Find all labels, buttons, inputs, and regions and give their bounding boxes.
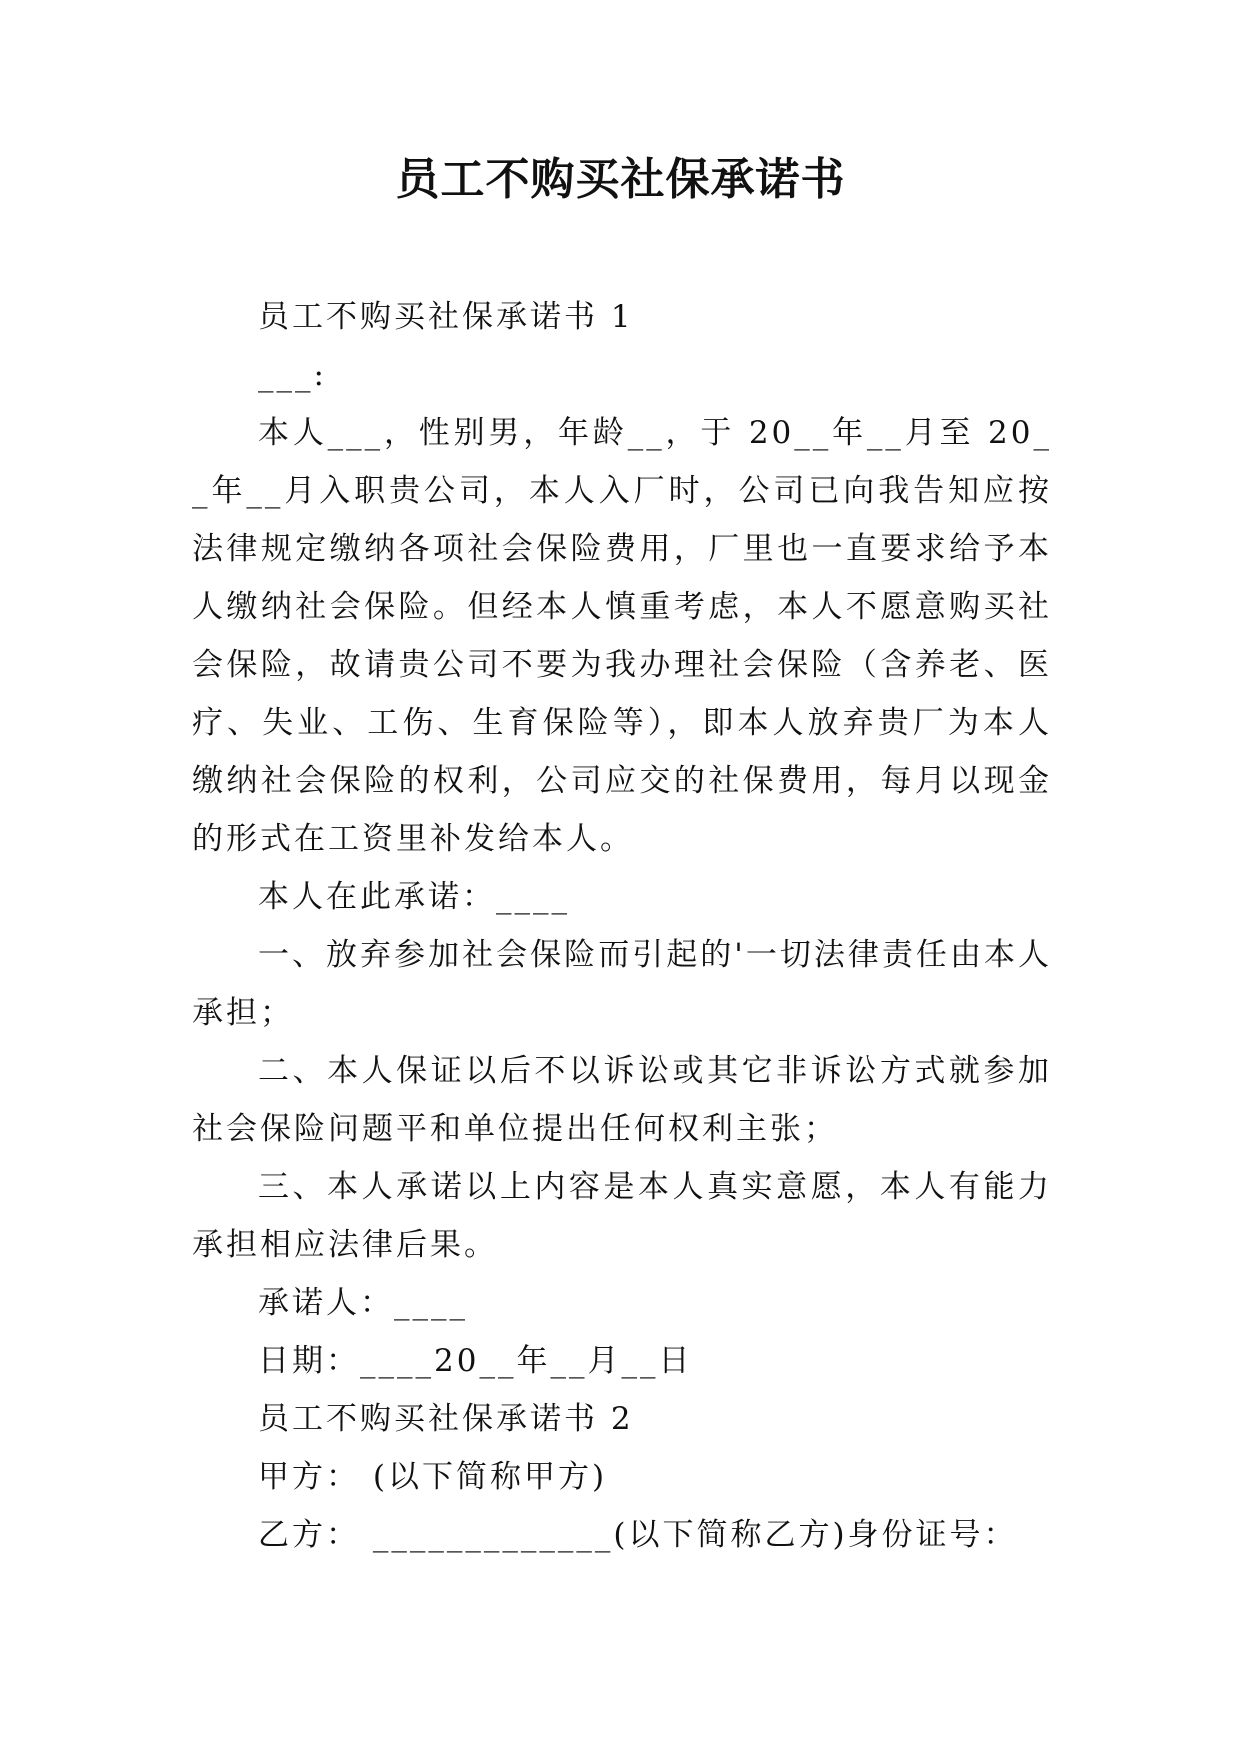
section-heading-1: 员工不购买社保承诺书 1 (258, 299, 634, 335)
commitment-intro: 本人在此承诺：____ (258, 879, 570, 915)
commitment-item-1: 一、放弃参加社会保险而引起的'一切法律责任由本人承担； (192, 937, 1052, 1031)
party-a-line: 甲方： (以下简称甲方) (258, 1459, 608, 1495)
commitment-item-2: 二、本人保证以后不以诉讼或其它非诉讼方式就参加社会保险问题平和单位提出任何权利主张； (192, 1053, 1052, 1147)
document-title: 员工不购买社保承诺书 (395, 154, 846, 205)
addressee-line: ___: (258, 357, 327, 393)
document-body (192, 288, 1052, 1564)
signer-line: 承诺人：____ (258, 1285, 468, 1321)
statement-paragraph: 本人___，性别男，年龄__，于 20__年__月至 20__年__月入职贵公司，本人入厂时，公司已向我告知应按法律规定缴纳各项社会保险费用，厂里也一直要求给予本人缴纳社会保险。但经本人慎重考虑，本人不愿意购买社会保险，故请贵公司不要为我办理社会保险（含养老、医疗、失业、工伤、生育保险等），即本人放弃贵厂为本人缴纳社会保险的权利，公司应交的社保费用，每月以现金的形式在工资里补发给本人。 (192, 415, 1052, 857)
date-line: 日期：____20__年__月__日 (258, 1343, 693, 1379)
commitment-item-3: 三、本人承诺以上内容是本人真实意愿，本人有能力承担相应法律后果。 (192, 1169, 1052, 1263)
party-b-line: 乙方： _____________(以下简称乙方)身份证号： (258, 1517, 1018, 1553)
section-heading-2: 员工不购买社保承诺书 2 (258, 1401, 634, 1437)
